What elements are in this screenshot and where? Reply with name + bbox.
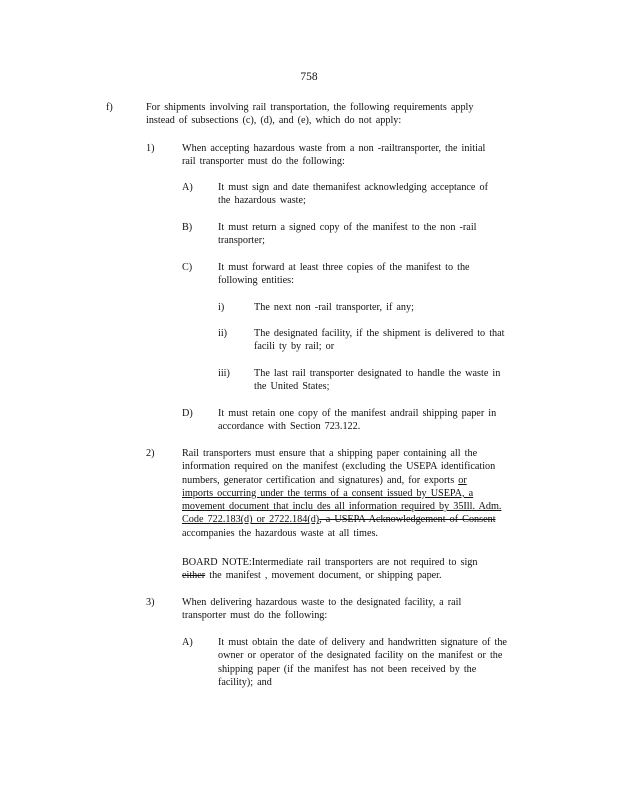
text-line: It must forward at least three copies of the manifest to the bbox=[218, 262, 470, 273]
text-line: shipping paper (if the manifest has not been received by the bbox=[218, 663, 477, 675]
text-line: It must obtain the date of delivery and handwritten signature of the bbox=[218, 637, 507, 648]
text-line: facili ty by rail; or bbox=[254, 341, 335, 353]
text-line: The next non -rail transporter, if any; bbox=[254, 302, 414, 313]
item-1c-iii-text bbox=[254, 367, 534, 394]
item-1c-ii-label: ii) bbox=[218, 328, 228, 339]
item-1d-label: D) bbox=[182, 408, 193, 419]
text-segment: numbers, generator certification and signatures) and, for exports bbox=[182, 474, 455, 486]
page-number: 758 bbox=[300, 71, 318, 83]
text-line: the hazardous waste; bbox=[218, 195, 306, 207]
text-line: facility); and bbox=[218, 676, 272, 688]
item-3-text bbox=[182, 596, 502, 623]
text-line: Rail transporters must ensure that a shipping paper containing all the bbox=[182, 448, 478, 459]
board-note bbox=[182, 556, 522, 583]
item-1-label: 1) bbox=[146, 143, 155, 154]
item-3-label: 3) bbox=[146, 597, 155, 608]
text-line: For shipments involving rail transportation, the following requirements apply bbox=[146, 102, 474, 113]
item-1c-i-text bbox=[254, 301, 534, 314]
text-line: transporter; bbox=[218, 235, 265, 247]
text-line: following entities: bbox=[218, 275, 294, 287]
text-line: It must return a signed copy of the manifest to the non -rail bbox=[218, 222, 477, 233]
text-line bbox=[182, 474, 538, 487]
text-line: accompanies the hazardous waste at all times. bbox=[182, 527, 378, 539]
text-line: instead of subsections (c), (d), and (e), which do not apply: bbox=[146, 115, 402, 127]
inserted-text-line: movement document that inclu des all information required by 35Ill. Adm. bbox=[182, 501, 502, 513]
text-line: It must retain one copy of the manifest andrail shipping paper in bbox=[218, 408, 497, 419]
inserted-text: or bbox=[458, 474, 467, 486]
inserted-text: Code 722.183(d) or 2722.184(d) bbox=[182, 514, 320, 526]
text-line: information required on the manifest (excluding the USEPA identification bbox=[182, 461, 496, 473]
text-line: When accepting hazardous waste from a non -railtransporter, the initial bbox=[182, 143, 486, 154]
text-line: the United States; bbox=[254, 381, 330, 393]
text-segment: the manifest , movement document, or shipping paper. bbox=[205, 570, 442, 582]
text-line: rail transporter must do the following: bbox=[182, 156, 345, 168]
item-1c-ii-text bbox=[254, 327, 534, 354]
deleted-text: either bbox=[182, 570, 206, 582]
item-1b-label: B) bbox=[182, 222, 193, 233]
item-2-text bbox=[182, 447, 538, 540]
text-line bbox=[182, 569, 522, 582]
item-3a-text bbox=[218, 636, 540, 689]
text-line: transporter must do the following: bbox=[182, 610, 328, 622]
subsection-f-label: f) bbox=[106, 102, 113, 113]
text-line bbox=[182, 513, 538, 526]
text-line: owner or operator of the designated facility on the manifest or the bbox=[218, 650, 503, 662]
item-1c-i-label: i) bbox=[218, 302, 225, 313]
text-line: The designated facility, if the shipment is delivered to that bbox=[254, 328, 505, 339]
deleted-text: , a USEPA Acknowledgement of Consent bbox=[319, 514, 496, 526]
item-1-text bbox=[182, 142, 519, 169]
item-1c-text bbox=[218, 261, 523, 288]
item-1a-text bbox=[218, 181, 523, 208]
item-3a-label: A) bbox=[182, 637, 193, 648]
item-1b-text bbox=[218, 221, 523, 248]
inserted-text-line: imports occurring under the terms of a consent issued by USEPA, a bbox=[182, 487, 474, 499]
item-1c-label: C) bbox=[182, 262, 193, 273]
text-line: The last rail transporter designated to handle the waste in bbox=[254, 368, 501, 379]
item-1c-iii-label: iii) bbox=[218, 368, 230, 379]
text-line: It must sign and date themanifest acknowledging acceptance of bbox=[218, 182, 488, 193]
text-line: When delivering hazardous waste to the designated facility, a rail bbox=[182, 597, 462, 608]
text-line: accordance with Section 723.122. bbox=[218, 421, 361, 433]
item-1a-label: A) bbox=[182, 182, 193, 193]
item-1d-text bbox=[218, 407, 526, 434]
item-2-label: 2) bbox=[146, 448, 155, 459]
text-line: BOARD NOTE:Intermediate rail transporters are not required to sign bbox=[182, 557, 478, 568]
subsection-f-text bbox=[146, 101, 517, 128]
